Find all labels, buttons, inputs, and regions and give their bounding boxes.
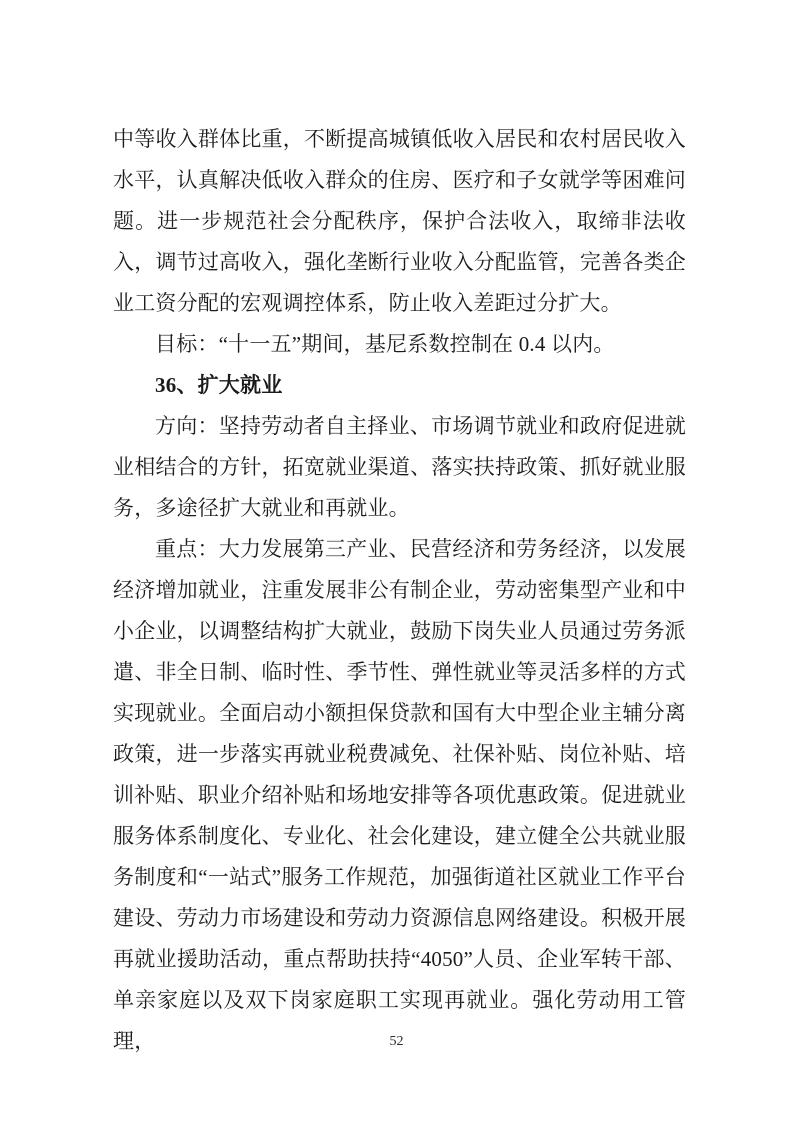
text-block [113,119,686,1062]
paragraph-direction: 方向：坚持劳动者自主择业、市场调节就业和政府促进就业相结合的方针，拓宽就业渠道、落实扶持政策、抓好就业服务，多途径扩大就业和再就业。 [113,414,686,520]
paragraph-key-points: 重点：大力发展第三产业、民营经济和劳务经济，以发展经济增加就业，注重发展非公有制企业，劳动密集型产业和中小企业，以调整结构扩大就业，鼓励下岗失业人员通过劳务派遣、非全日制、临时性、季节性、弹性就业等灵活多样的方式实现就业。全面启动小额担保贷款和国有大中型企业主辅分离政策，进一步落实再就业税费减免、社保补贴、岗位补贴、培训补贴、职业介绍补贴和场地安排等各项优惠政策。促进就业服务体系制度化、专业化、社会化建设，建立健全公共就业服务制度和“一站式”服务工作规范，加强街道社区就业工作平台建设、劳动力市场建设和劳动力资源信息网络建设。积极开展再就业援助活动，重点帮助扶持“4050”人员、企业军转干部、单亲家庭以及双下岗家庭职工实现再就业。强化劳动用工管理， [113,537,686,1053]
paragraph-income-distribution: 中等收入群体比重，不断提高城镇低收入居民和农村居民收入水平，认真解决低收入群众的住房、医疗和子女就学等困难问题。进一步规范社会分配秩序，保护合法收入，取缔非法收入，调节过高收入，强化垄断行业收入分配监管，完善各类企业工资分配的宏观调控体系，防止收入差距过分扩大。 [113,127,686,315]
section-heading-expand-employment: 36、扩大就业 [155,373,283,397]
page-number: 52 [389,1034,404,1049]
paragraph-gini-target: 目标：“十一五”期间，基尼系数控制在 0.4 以内。 [155,332,615,356]
